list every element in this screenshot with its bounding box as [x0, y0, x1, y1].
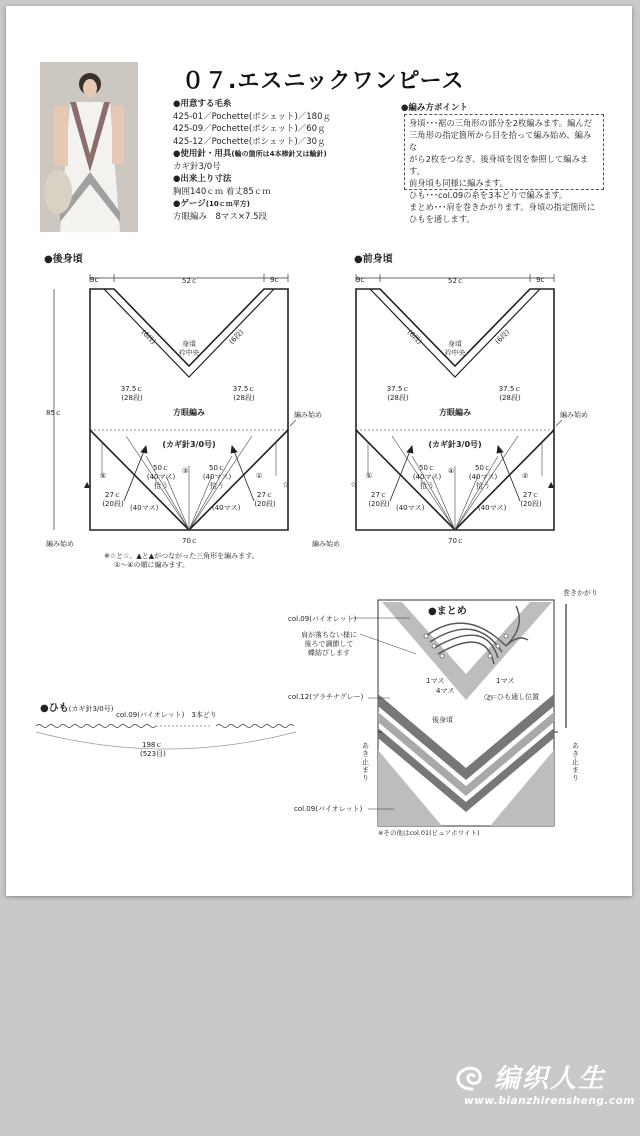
back-start-bottom: 編み始め: [46, 540, 74, 548]
yarn-item: 425-01／Pochette(ポシェット)／180ｇ: [173, 111, 332, 122]
front-edge-right-2: (28段): [499, 394, 521, 402]
back-step-2: ②: [100, 472, 107, 480]
front-pick-left-3: 拾う: [420, 482, 434, 490]
front-stitch-2: (カギ針3/0号): [428, 440, 482, 449]
front-pick-right-1: 50ｃ: [475, 464, 491, 472]
front-start-right: 編み始め: [560, 411, 588, 419]
back-w-side-left: 9c: [90, 276, 99, 284]
page-title: ０７.エスニックワンピース: [182, 69, 465, 94]
front-start-bottom: 編み始め: [312, 540, 340, 548]
points-line: まとめ･･･肩を巻きかがります。身頃の指定箇所に: [409, 202, 596, 212]
points-line: 前身頃も同様に編みます。: [409, 178, 508, 188]
front-tri-right-1: 27ｃ: [523, 491, 539, 499]
back-pick-left-1: 50ｃ: [153, 464, 169, 472]
back-tri-bottom-right: (40マス): [212, 504, 241, 512]
back-note-2: ①～④の順に編みます。: [114, 561, 189, 569]
back-step-1: ①: [256, 472, 263, 480]
back-neck-rows-right: (6段): [227, 328, 246, 346]
front-tri-bottom-left: (40マス): [396, 504, 425, 512]
front-step-2: ②: [522, 472, 529, 480]
front-pick-right-2: (40マス): [468, 473, 498, 481]
gauge-text: 方眼編み 8マス×7.5段: [173, 211, 268, 222]
cord-stitches: (523目): [140, 750, 166, 758]
back-neck-rows-left: (6段): [139, 328, 158, 346]
points-heading: ●編み方ポイント: [401, 103, 468, 113]
front-mark-right: ▲: [548, 480, 555, 489]
cord-heading: ●ひも: [40, 703, 69, 714]
back-height: 85ｃ: [46, 409, 62, 417]
front-edge-right-1: 37.5ｃ: [498, 385, 522, 393]
back-pick-right-1: 50ｃ: [209, 464, 225, 472]
back-tri-left-1: 27ｃ: [105, 491, 121, 499]
finishing-heading: ●まとめ: [428, 606, 467, 617]
finish-shoulder-1: 肩が落ちない様に: [301, 631, 357, 639]
finish-square-right: 1マス: [496, 677, 515, 685]
finish-shoulder-2: 後ろで調節して: [304, 640, 354, 648]
front-step-4: ④: [448, 467, 455, 475]
back-edge-right-2: (28段): [233, 394, 255, 402]
back-center-label-1: 身頃: [182, 340, 196, 348]
front-step-1: ①: [366, 472, 373, 480]
front-bottom-width: 70ｃ: [448, 537, 464, 545]
finish-square-4: 4マス: [436, 687, 455, 695]
back-mark-right: ☆: [282, 480, 290, 489]
tools-text: カギ針3/0号: [173, 161, 221, 172]
front-edge-left-1: 37.5ｃ: [386, 385, 410, 393]
finish-square-left: 1マス: [426, 677, 445, 685]
front-pick-right-3: 拾う: [476, 482, 490, 490]
back-body-heading: ●後身頃: [44, 254, 83, 265]
finishing-diagram: [6, 6, 632, 896]
back-note-1: ※☆と☆、▲と▲がつながった三角形を編みます。: [104, 552, 259, 560]
back-start-right: 編み始め: [294, 411, 322, 419]
gauge-note: (10ｃｍ平方): [205, 200, 250, 208]
finish-shoulder-3: 蝶結びします: [308, 649, 350, 657]
front-stitch-1: 方眼編み: [439, 408, 471, 417]
front-tri-left-1: 27ｃ: [371, 491, 387, 499]
finish-cord-position: ○＝ひも通し位置: [484, 693, 540, 701]
size-heading: ●出来上り寸法: [173, 174, 232, 184]
cord-color: col.09(バイオレット) 3本どり: [116, 711, 217, 719]
finish-slit-left: あき止まり: [362, 742, 369, 782]
back-pick-left-3: 拾う: [154, 482, 168, 490]
pattern-page: [6, 6, 632, 896]
front-edge-left-2: (28段): [387, 394, 409, 402]
back-mark-left: ▲: [84, 480, 91, 489]
points-line: 身頃･･･裾の三角形の部分を2枚編みます。編んだ: [409, 118, 592, 128]
finish-col12: col.12(プラチナグレー): [288, 693, 364, 701]
back-tri-right-1: 27ｃ: [257, 491, 273, 499]
size-text: 胸囲140ｃｍ 着丈85ｃｍ: [173, 186, 271, 197]
points-line: がら2枚をつなぎ、後身頃を図を参照して編みます。: [409, 154, 589, 176]
front-pick-left-1: 50ｃ: [419, 464, 435, 472]
front-pick-left-2: (40マス): [412, 473, 442, 481]
front-tri-right-2: (20段): [520, 500, 542, 508]
yarn-heading: ●用意する毛糸: [173, 99, 232, 109]
finish-body: 後身頃: [432, 716, 453, 724]
front-tri-left-2: (20段): [368, 500, 390, 508]
watermark-name: 编织人生: [494, 1064, 607, 1094]
cord-heading-note: (カギ針3/0号): [68, 705, 114, 713]
gauge-heading: ●ゲージ: [173, 199, 206, 209]
tools-heading: ●使用針・用具: [173, 149, 232, 159]
back-bottom-width: 70ｃ: [182, 537, 198, 545]
back-edge-right-1: 37.5ｃ: [232, 385, 256, 393]
points-line: ひもを通します。: [409, 214, 475, 224]
watermark-url: www.bianzhirensheng.com: [464, 1095, 635, 1107]
front-tri-bottom-right: (40マス): [478, 504, 507, 512]
front-mark-left: ☆: [350, 480, 358, 489]
finish-note: ※その他はcol.01(ピュアホワイト): [378, 829, 480, 837]
cord-length: 198ｃ: [142, 741, 163, 749]
finish-overcast: 巻きかがり: [563, 589, 598, 597]
back-pick-left-2: (40マス): [146, 473, 176, 481]
front-w-side-left: 9c: [356, 276, 365, 284]
swirl-icon: [450, 1059, 494, 1095]
front-neck-rows-left: (6段): [405, 328, 424, 346]
back-edge-left-2: (28段): [121, 394, 143, 402]
points-line: 三角形の指定箇所から目を拾って編み始め、編みな: [409, 130, 592, 152]
front-w-side-right: 9c: [536, 276, 545, 284]
back-stitch-1: 方眼編み: [173, 408, 205, 417]
back-stitch-2: (カギ針3/0号): [162, 440, 216, 449]
front-w-center: 52ｃ: [448, 277, 464, 285]
back-step-3: ③: [182, 467, 189, 475]
back-tri-left-2: (20段): [102, 500, 124, 508]
tools-note: (輪の箇所は4本棒針又は輪針): [231, 150, 327, 158]
back-pick-right-2: (40マス): [202, 473, 232, 481]
finish-col09-bottom: col.09(バイオレット): [294, 805, 363, 813]
points-line: ひも･･･col.09の糸を3本どりで編みます。: [409, 190, 568, 200]
watermark-logo: [450, 1058, 635, 1107]
front-center-label-1: 身頃: [448, 340, 462, 348]
back-w-side-right: 9c: [270, 276, 279, 284]
finish-col09-top: col.09(バイオレット): [288, 615, 357, 623]
back-pick-right-3: 拾う: [210, 482, 224, 490]
back-w-center: 52ｃ: [182, 277, 198, 285]
back-tri-bottom-left: (40マス): [130, 504, 159, 512]
front-center-label-2: 衿中央: [444, 349, 466, 357]
back-tri-right-2: (20段): [254, 500, 276, 508]
back-center-label-2: 衿中央: [178, 349, 200, 357]
front-body-heading: ●前身頃: [354, 254, 393, 265]
finish-slit-right: あき止まり: [572, 742, 579, 782]
back-edge-left-1: 37.5ｃ: [120, 385, 144, 393]
front-neck-rows-right: (6段): [493, 328, 512, 346]
yarn-item: 425-12／Pochette(ポシェット)／30ｇ: [173, 136, 326, 147]
yarn-item: 425-09／Pochette(ポシェット)／60ｇ: [173, 124, 326, 134]
